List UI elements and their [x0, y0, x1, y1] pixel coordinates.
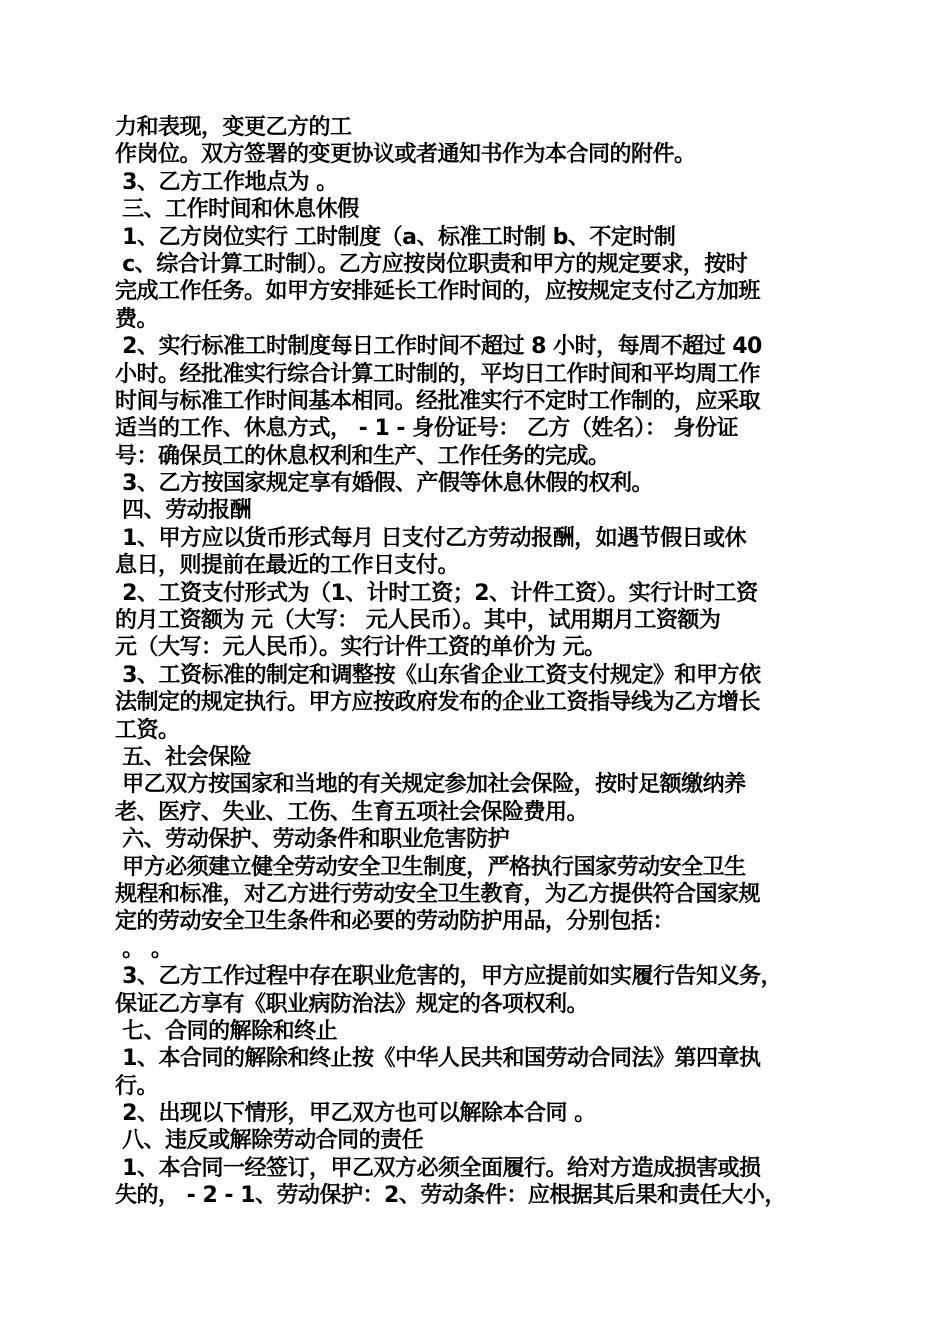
text-line: 保证乙方享有《职业病防治法》规定的各项权利。: [115, 991, 589, 1017]
text-line: c、综合计算工时制）。乙方应按岗位职责和甲方的规定要求，按时: [115, 251, 748, 277]
text-line: 六、劳动保护、劳动条件和职业危害防护: [115, 827, 510, 853]
text-line: 七、合同的解除和终止: [115, 1018, 338, 1044]
document-page: [115, 114, 837, 1210]
text-line: 失的， - 2 - 1、劳动保护：2、劳动条件：应根据其后果和责任大小，: [115, 1183, 786, 1209]
text-line: 甲乙双方按国家和当地的有关规定参加社会保险，按时足额缴纳养: [115, 772, 746, 798]
text-line: 号：确保员工的休息权利和生产、工作任务的完成。: [115, 443, 610, 469]
text-line: 息日，则提前在最近的工作日支付。: [115, 553, 460, 579]
text-line: 1、甲方应以货币形式每月 日支付乙方劳动报酬，如遇节假日或休: [115, 525, 747, 551]
text-line: 行。: [115, 1073, 159, 1099]
text-line: 老、医疗、失业、工伤、生育五项社会保险费用。: [115, 799, 589, 825]
text-line: 五、社会保险: [115, 744, 252, 770]
text-line: 3、乙方工作过程中存在职业危害的，甲方应提前如实履行告知义务，: [115, 964, 782, 990]
text-line: 2、出现以下情形，甲乙双方也可以解除本合同 。: [115, 1101, 596, 1127]
text-line: 力和表现，变更乙方的工: [115, 115, 352, 140]
text-line: 小时。经批准实行综合计算工时制的，平均日工作时间和平均周工作: [115, 361, 761, 387]
text-line: 八、违反或解除劳动合同的责任: [115, 1128, 424, 1154]
text-line: 三、工作时间和休息休假: [115, 197, 359, 223]
text-line: 作岗位。双方签署的变更协议或者通知书作为本合同的附件。: [115, 142, 696, 168]
text-line: 时间与标准工作时间基本相同。经批准实行不定时工作制的，应采取: [115, 388, 761, 414]
text-line: 规程和标准，对乙方进行劳动安全卫生教育，为乙方提供符合国家规: [115, 881, 761, 907]
text-line: 。 。: [115, 936, 173, 962]
text-line: 3、工资标准的制定和调整按《山东省企业工资支付规定》和甲方依: [115, 662, 761, 688]
text-line: 3、乙方工作地点为 。: [115, 169, 338, 195]
text-line: 元（大写：元人民币）。实行计件工资的单价为 元。: [115, 635, 606, 661]
text-line: 工资。: [115, 717, 180, 743]
text-line: 费。: [115, 306, 159, 332]
text-line: 1、本合同的解除和终止按《中华人民共和国劳动合同法》第四章执: [115, 1046, 761, 1072]
text-line: 完成工作任务。如甲方安排延长工作时间的，应按规定支付乙方加班: [115, 279, 761, 305]
text-line: 2、工资支付形式为（1、计时工资；2、计件工资）。实行计时工资: [115, 580, 758, 606]
text-line: 甲方必须建立健全劳动安全卫生制度，严格执行国家劳动安全卫生: [115, 854, 746, 880]
text-line: 适当的工作、休息方式， - 1 - 身份证号： 乙方（姓名）： 身份证: [115, 416, 739, 442]
text-line: 定的劳动安全卫生条件和必要的劳动防护用品，分别包括：: [115, 909, 675, 935]
text-line: 1、本合同一经签订，甲乙双方必须全面履行。给对方造成损害或损: [115, 1155, 761, 1181]
text-line: 1、乙方岗位实行 工时制度（a、标准工时制 b、不定时制: [115, 224, 676, 250]
text-line: 四、劳动报酬: [115, 498, 252, 524]
text-line: 2、实行标准工时制度每日工作时间不超过 8 小时，每周不超过 40: [115, 334, 762, 360]
text-line: 3、乙方按国家规定享有婚假、产假等休息休假的权利。: [115, 471, 653, 497]
text-line: 法制定的规定执行。甲方应按政府发布的企业工资指导线为乙方增长: [115, 690, 761, 716]
text-line: 的月工资额为 元（大写： 元人民币）。其中，试用期月工资额为: [115, 608, 721, 634]
